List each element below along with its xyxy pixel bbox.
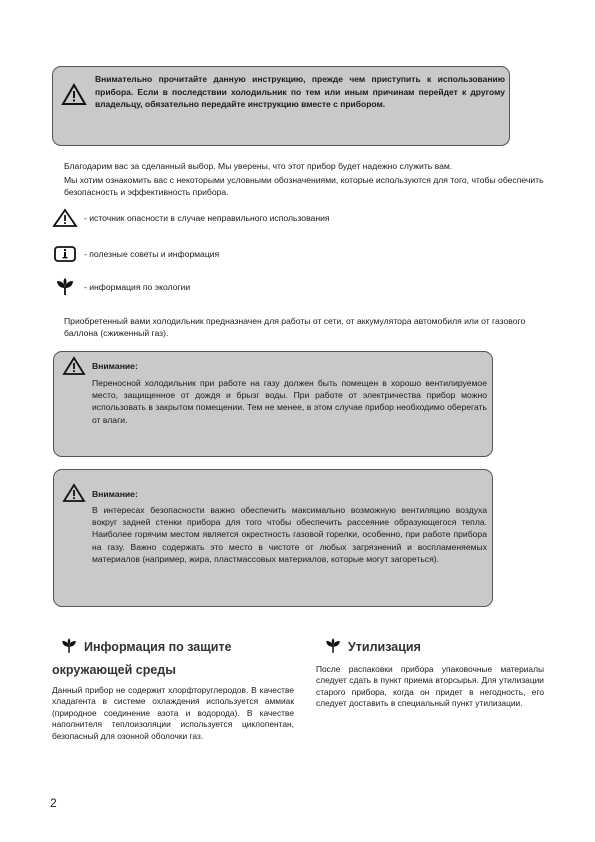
eco-leaf-icon — [52, 277, 78, 297]
legend-eco-label: - информация по экологии — [84, 282, 191, 292]
top-warning-box — [52, 66, 510, 146]
disposal-section-text: После распаковки прибора упаковочные материалы следует сдать в пункт приема вторсырья. Для утилизации старого прибора, когда он придет в негодность, его следует доставить в специальный пункт утилизации. — [316, 664, 544, 709]
warning-triangle-icon — [61, 83, 87, 106]
power-note: Приобретенный вами холодильник предназначен для работы от сети, от аккумулятора автомобиля или от газового баллона (сжиженный газ). — [64, 316, 526, 339]
intro-line-1: Благодарим вас за сделанный выбор. Мы уверены, что этот прибор будет надежно служить вам. — [64, 161, 453, 171]
legend-info — [52, 245, 219, 263]
warning-2-text: В интересах безопасности важно обеспечить максимально возможную вентиляцию воздуха вокруг задней стенки прибора для того чтобы обеспечить рассеяние образующегося тепла. Наиболее горячим местом является окрестность газовой горелки, особенно, при работе прибора на газу. Важно содержать это место в чистоте от любых загрязнений и воспламеняемых материалов (например, жира, пластмассовых материалов, которые могут загореться). — [92, 505, 487, 564]
warning-triangle-icon — [52, 208, 78, 228]
legend-eco — [52, 277, 190, 297]
warning-triangle-icon — [62, 356, 86, 376]
legend-danger-label: - источник опасности в случае неправильного использования — [84, 213, 330, 223]
warning-2-title: Внимание: — [92, 489, 138, 499]
top-warning-text: Внимательно прочитайте данную инструкцию, прежде чем приступить к использованию прибора. Если в последствии холодильник по тем или иным причинам перейдет к другому владельцу, обязательно передайте инструкцию вместе с прибором. — [95, 74, 505, 110]
env-section-text: Данный прибор не содержит хлорфторуглеродов. В качестве хладагента в системе охлаждения используется аммиак (природное соединение азота и водорода). В качестве наполнителя теплоизоляции используется циклопентан, безопасный для озонной оболочки газ. — [52, 685, 294, 741]
legend-danger — [52, 208, 330, 228]
env-section-title-line1: Информация по защите — [84, 640, 232, 654]
warning-1-text: Переносной холодильник при работе на газу должен быть помещен в хорошо вентилируемое место, защищенное от дождя и брызг воды. При работе от электричества прибор можно использовать в закрытом помещении. Тем не менее, в этом случае прибор необходимо оберегать от влаги. — [92, 378, 487, 425]
eco-leaf-icon — [322, 637, 344, 655]
warning-1-title: Внимание: — [92, 361, 138, 371]
page-number: 2 — [50, 796, 57, 810]
warning-box-2 — [53, 469, 493, 607]
warning-triangle-icon — [62, 483, 86, 503]
env-section-title-line2: окружающей среды — [52, 663, 176, 677]
disposal-section-title: Утилизация — [348, 640, 421, 654]
info-icon — [52, 245, 78, 263]
warning-box-1 — [53, 351, 493, 457]
eco-leaf-icon — [58, 637, 80, 655]
intro-line-2: Мы хотим ознакомить вас с некоторыми условными обозначениями, которые используются для того, чтобы обеспечить безопасность и эффективность прибора. — [64, 175, 544, 198]
legend-info-label: - полезные советы и информация — [84, 249, 220, 259]
